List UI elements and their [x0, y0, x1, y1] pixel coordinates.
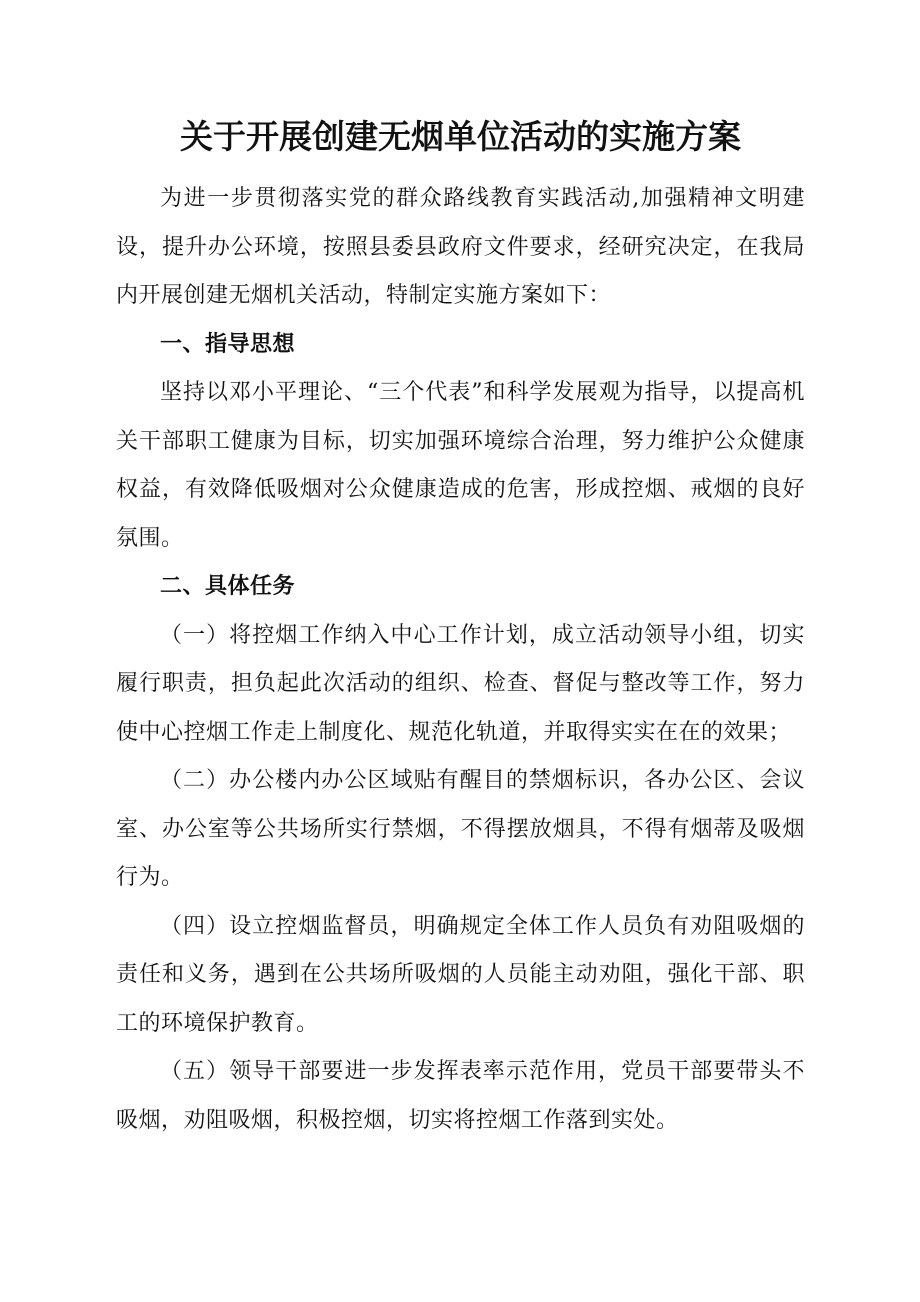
task-item-2: （二）办公楼内办公区域贴有醒目的禁烟标识，各办公区、会议室、办公室等公共场所实行禁烟，不得摆放烟具，不得有烟蒂及吸烟行为。 — [116, 768, 805, 890]
task-item-1: （一）将控烟工作纳入中心工作计划，成立活动领导小组，切实履行职责，担负起此次活动的组织、检查、督促与整改等工作，努力使中心控烟工作走上制度化、规范化轨道，并取得实实在在的效果； — [116, 622, 805, 745]
intro-paragraph: 为进一步贯彻落实党的群众路线教育实践活动,加强精神文明建设，提升办公环境，按照县委县政府文件要求，经研究决定，在我局内开展创建无烟机关活动，特制定实施方案如下： — [116, 186, 805, 308]
guiding-ideology-paragraph: 坚持以邓小平理论、“三个代表”和科学发展观为指导，以提高机关干部职工健康为目标，切实加强环境综合治理，努力维护公众健康权益，有效降低吸烟对公众健康造成的危害，形成控烟、戒烟的良好氛围。 — [116, 380, 805, 551]
section-heading-specific-tasks: 二、具体任务 — [160, 574, 296, 599]
task-item-4: （四）设立控烟监督员，明确规定全体工作人员负有劝阻吸烟的责任和义务，遇到在公共场所吸烟的人员能主动劝阻，强化干部、职工的环境保护教育。 — [116, 913, 805, 1036]
document-title: 关于开展创建无烟单位活动的实施方案 — [180, 117, 741, 156]
task-item-5: （五）领导干部要进一步发挥表率示范作用，党员干部要带头不吸烟，劝阻吸烟，积极控烟，切实将控烟工作落到实处。 — [116, 1059, 805, 1133]
section-heading-guiding-ideology: 一、指导思想 — [160, 331, 296, 357]
